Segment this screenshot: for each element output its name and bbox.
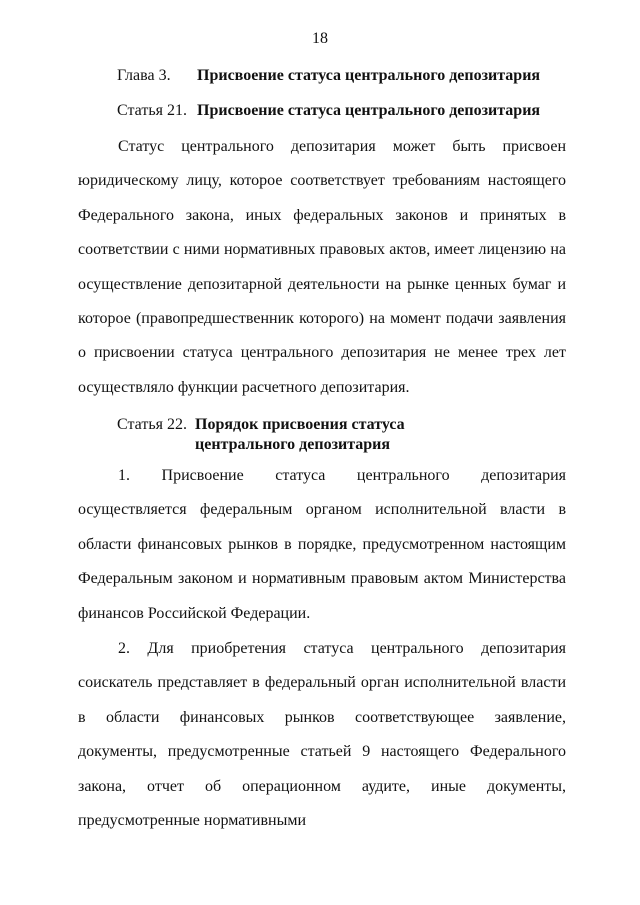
article-22-title: Порядок присвоения статуса центрального депозитария — [195, 416, 405, 453]
article-21-label: Статья 21. — [117, 102, 187, 119]
article-22-paragraph-2: 2. Для приобретения статуса центрального депозитария соискатель представляет в федеральный орган исполнительной власти в области финансовых рынков соответствующее заявление, документы, предусмотренные статьей 9 настоящего Федерального закона, отчет об операционном аудите, иные документы, предусмотренные нормативными — [78, 640, 566, 830]
chapter-label: Глава 3. — [117, 67, 171, 84]
article-22-label: Статья 22. — [117, 416, 187, 433]
article-22-paragraph-1: 1. Присвоение статуса центрального депозитария осуществляется федеральным органом исполнительной власти в области финансовых рынков в порядке, предусмотренном настоящим Федеральным законом и нормативным правовым актом Министерства финансов Российской Федерации. — [78, 467, 566, 622]
article-21-text: Статус центрального депозитария может быть присвоен юридическому лицу, которое соответствует требованиям настоящего Федерального закона, иных федеральных законов и принятых в соответствии с ними нормативных правовых актов, имеет лицензию на осуществление депозитарной деятельности на рынке ценных бумаг и которое (правопредшественник которого) на момент подачи заявления о присвоении статуса центрального депозитария не менее трех лет осуществляло функции расчетного депозитария. — [78, 138, 566, 396]
chapter-heading — [117, 66, 540, 86]
article-21-heading — [117, 101, 540, 121]
chapter-title: Присвоение статуса центрального депозитария — [197, 67, 541, 84]
page-number: 18 — [312, 30, 328, 47]
article-22-heading — [117, 415, 495, 455]
article-21-title: Присвоение статуса центрального депозитария — [197, 102, 541, 119]
